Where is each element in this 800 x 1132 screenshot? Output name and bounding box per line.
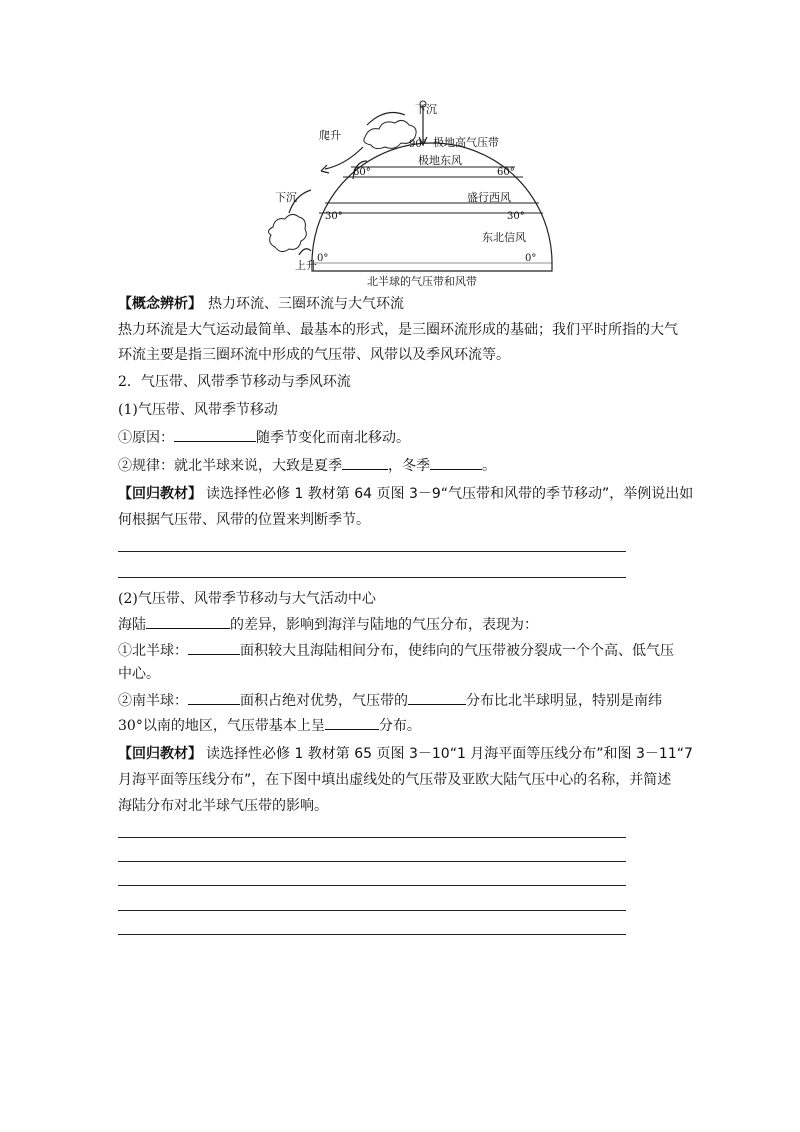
label-lat-0-right: 0°	[525, 253, 537, 264]
rule-prefix: ②规律：就北半球来说，大致是夏季	[118, 458, 342, 474]
sh-blank-1[interactable]	[188, 690, 240, 705]
label-lat-60-left: 60°	[353, 167, 371, 178]
sea-land-line	[118, 614, 538, 635]
pressure-belt-diagram	[255, 95, 555, 290]
sh-line2-suffix: 分布。	[378, 718, 421, 734]
concept-line-1: 热力环流是大气运动最简单、最基本的形式，是三圈环流形成的基础；我们平时所指的大气	[118, 322, 678, 338]
nh-prefix: ①北半球：	[118, 643, 188, 659]
rule-line	[118, 455, 496, 476]
reason-suffix: 随季节变化而南北移动。	[256, 430, 410, 446]
return2-line-1	[118, 744, 693, 764]
answer-line-1[interactable]	[118, 551, 626, 552]
answer-line-2[interactable]	[118, 577, 626, 578]
sh-blank-2[interactable]	[408, 690, 466, 705]
rule-end: 。	[482, 458, 496, 474]
sea-land-blank[interactable]	[146, 614, 230, 629]
sh-line-2	[118, 715, 421, 736]
figure-caption: 北半球的气压带和风带	[367, 275, 477, 288]
reason-blank[interactable]	[174, 427, 256, 442]
summer-blank[interactable]	[342, 455, 388, 470]
reason-prefix: ①原因：	[118, 430, 174, 446]
nh-suffix: 面积较大且海陆相间分布，使纬向的气压带被分裂成一个个高、低气压	[240, 643, 674, 659]
label-polar-high: 极地高气压带	[433, 136, 499, 149]
return2-line-2: 月海平面等压线分布”，在下图中填出虚线处的气压带及亚欧大陆气压中心的名称，并简述	[118, 772, 672, 788]
sh-suffix: 分布比北半球明显，特别是南纬	[466, 693, 662, 709]
return1-tag: 【回归教材】	[118, 486, 202, 502]
reason-line	[118, 427, 410, 448]
return1-line-2: 何根据气压带、风带的位置来判断季节。	[118, 512, 370, 528]
answer-line-3[interactable]	[118, 837, 626, 838]
sh-line2-prefix: 30°以南的地区，气压带基本上呈	[118, 718, 325, 734]
label-lat-30-right: 30°	[507, 211, 525, 222]
concept-line-2: 环流主要是指三圈环流中形成的气压带、风带以及季风环流等。	[118, 347, 510, 363]
concept-heading	[118, 294, 404, 314]
label-up: 上升	[295, 259, 317, 272]
return2-line-3: 海陆分布对北半球气压带的影响。	[118, 798, 328, 814]
label-climb: 爬升	[319, 129, 341, 142]
answer-line-7[interactable]	[118, 934, 626, 935]
winter-blank[interactable]	[430, 455, 482, 470]
answer-line-4[interactable]	[118, 861, 626, 862]
return2-text-1: 读选择性必修 1 教材第 65 页图 3－10“1 月海平面等压线分布”和图 3－11“7	[206, 746, 693, 762]
label-sink-top: 下沉	[415, 103, 437, 116]
return1-text-1: 读选择性必修 1 教材第 64 页图 3－9“气压带和风带的季节移动”，举例说出如	[206, 486, 694, 502]
label-lat-90: 90°	[409, 139, 427, 150]
nh-line-2: 中心。	[118, 666, 160, 682]
sh-blank-3[interactable]	[325, 715, 379, 730]
nh-line-1	[118, 640, 674, 661]
sea-prefix: 海陆	[118, 617, 146, 633]
rule-mid: ，冬季	[388, 458, 430, 474]
label-lat-60-right: 60°	[497, 167, 515, 178]
section-2-sub1: (1)气压带、风带季节移动	[118, 402, 278, 418]
concept-title: 热力环流、三圈环流与大气环流	[208, 296, 404, 312]
label-lat-0-left: 0°	[317, 253, 329, 264]
label-sink-left: 下沉	[275, 191, 297, 204]
return2-tag: 【回归教材】	[118, 746, 202, 762]
pressure-belt-svg	[255, 95, 555, 290]
concept-tag: 【概念辨析】	[118, 296, 202, 312]
label-ne-trade: 东北信风	[482, 231, 526, 244]
answer-line-6[interactable]	[118, 910, 626, 911]
label-lat-30-left: 30°	[325, 211, 343, 222]
sh-prefix: ②南半球：	[118, 693, 188, 709]
sh-line-1	[118, 690, 662, 711]
section-2-sub2: (2)气压带、风带季节移动与大气活动中心	[118, 591, 376, 607]
answer-line-5[interactable]	[118, 885, 626, 886]
label-polar-east: 极地东风	[418, 154, 462, 167]
nh-blank[interactable]	[188, 640, 240, 655]
label-westerlies: 盛行西风	[467, 191, 511, 204]
sea-suffix: 的差异，影响到海洋与陆地的气压分布，表现为：	[230, 617, 538, 633]
return1-line-1	[118, 484, 693, 504]
section-2-heading: 2．气压带、风带季节移动与季风环流	[118, 374, 351, 390]
sh-mid: 面积占绝对优势，气压带的	[240, 693, 408, 709]
